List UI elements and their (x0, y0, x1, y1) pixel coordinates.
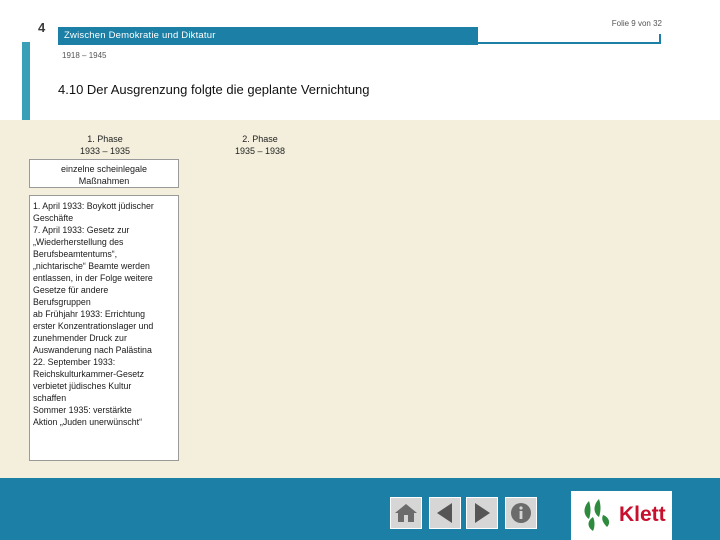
section-title: Zwischen Demokratie und Diktatur (64, 30, 216, 41)
next-slide-button[interactable] (466, 497, 498, 529)
section-title-bar (58, 27, 478, 45)
previous-slide-button[interactable] (429, 497, 461, 529)
phase-1-title (30, 133, 180, 157)
phase-2-years: 1935 – 1938 (234, 146, 286, 156)
detail-line: Geschäfte (33, 213, 74, 223)
phase-1-details-box (29, 195, 179, 461)
detail-line: 1. April 1933: Boykott jüdischer (33, 201, 154, 211)
detail-line: Berufsgruppen (33, 297, 91, 307)
measures-line: Maßnahmen (78, 176, 130, 186)
detail-line: entlassen, in der Folge weitere (33, 273, 153, 283)
info-button[interactable] (505, 497, 537, 529)
slide-counter: Folie 9 von 32 (611, 19, 662, 28)
phase-1-years: 1933 – 1935 (79, 146, 131, 156)
home-icon (391, 498, 421, 528)
phase-1-measures-box (29, 159, 179, 188)
detail-line: 7. April 1933: Gesetz zur (33, 225, 130, 235)
detail-line: 22. September 1933: (33, 357, 116, 367)
detail-line: erster Konzentrationslager und (33, 321, 154, 331)
klett-leaf-icon (579, 495, 613, 535)
detail-line: „Wiederherstellung des (33, 237, 124, 247)
phase-1-label: 1. Phase (87, 134, 123, 144)
detail-line: Reichskulturkammer-Gesetz (33, 369, 144, 379)
detail-line: Aktion „Juden unerwünscht“ (33, 417, 143, 427)
slide-heading: 4.10 Der Ausgrenzung folgte die geplante Vernichtung (58, 82, 370, 97)
detail-line: verbietet jüdisches Kultur (33, 381, 132, 391)
title-underline (478, 42, 661, 44)
title-tick (659, 34, 661, 44)
detail-line: Auswanderung nach Palästina (33, 345, 152, 355)
detail-line: ab Frühjahr 1933: Errichtung (33, 309, 145, 319)
info-icon (506, 498, 536, 528)
period-label: 1918 – 1945 (62, 51, 107, 60)
detail-line: Berufsbeamtentums“, (33, 249, 118, 259)
detail-line: schaffen (33, 393, 67, 403)
chapter-number: 4 (38, 20, 46, 35)
klett-logo (571, 491, 672, 540)
arrow-left-icon (430, 498, 460, 528)
klett-logo-text: Klett (619, 503, 666, 526)
phase-2-title (190, 133, 330, 157)
arrow-right-icon (467, 498, 497, 528)
detail-line: zunehmender Druck zur (33, 333, 127, 343)
home-button[interactable] (390, 497, 422, 529)
detail-line: Gesetze für andere (33, 285, 109, 295)
measures-line: einzelne scheinlegale (60, 164, 148, 174)
detail-line: „nichtarische“ Beamte werden (33, 261, 150, 271)
detail-line: Sommer 1935: verstärkte (33, 405, 132, 415)
phase-2-label: 2. Phase (242, 134, 278, 144)
